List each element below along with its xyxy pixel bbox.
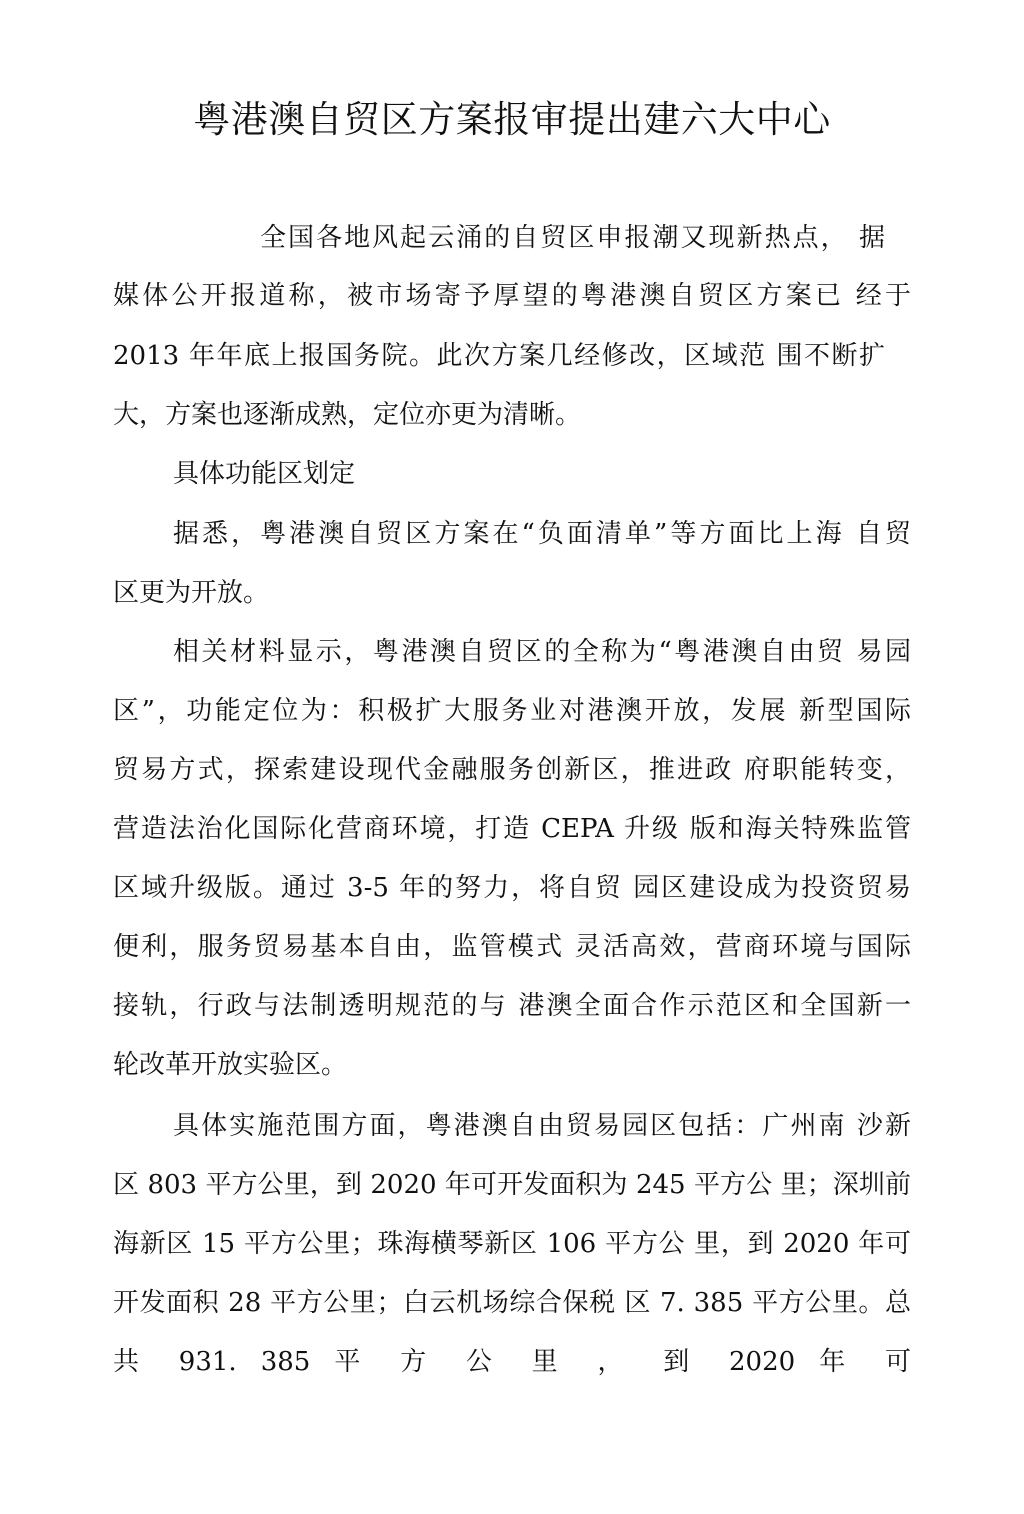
paragraph-line: 共 931. 385 平 方 公 里 ， 到 2020 年 可 [113,1347,911,1377]
section-heading: 具体功能区划定 [173,459,356,489]
paragraph-line: 营造法治化国际化营商环境，打造 CEPA 升级 版和海关特殊监管 [113,814,911,844]
paragraph-line: 便利，服务贸易基本自由，监管模式 灵活高效，营商环境与国际 [113,932,911,962]
paragraph-line: 媒体公开报道称，被市场寄予厚望的粤港澳自贸区方案已 经于 [113,281,911,311]
paragraph-line: 相关材料显示，粤港澳自贸区的全称为“粤港澳自由贸 易园 [173,637,911,667]
paragraph-line: 全国各地风起云涌的自贸区申报潮又现新热点， 据 [260,223,885,253]
paragraph-line: 具体实施范围方面，粤港澳自由贸易园区包括：广州南 沙新 [173,1111,911,1141]
paragraph-line: 接轨，行政与法制透明规范的与 港澳全面合作示范区和全国新一 [113,991,911,1021]
paragraph-line: 海新区 15 平方公里；珠海横琴新区 106 平方公 里，到 2020 年可 [113,1229,911,1259]
paragraph-line: 据悉，粤港澳自贸区方案在“负面清单”等方面比上海 自贸 [173,519,911,549]
paragraph-line: 区”，功能定位为：积极扩大服务业对港澳开放，发展 新型国际 [113,696,911,726]
paragraph-line: 轮改革开放实验区。 [113,1050,348,1080]
paragraph-line: 大，方案也逐渐成熟，定位亦更为清晰。 [113,400,582,430]
document-title: 粤港澳自贸区方案报审提出建六大中心 [193,98,831,141]
paragraph-line: 贸易方式，探索建设现代金融服务创新区，推进政 府职能转变， [113,755,911,785]
paragraph-line: 区更为开放。 [113,578,270,608]
paragraph-line: 开发面积 28 平方公里；白云机场综合保税 区 7. 385 平方公里。总 [113,1288,911,1318]
paragraph-line: 2013 年年底上报国务院。此次方案几经修改，区域范 围不断扩 [113,341,885,371]
paragraph-line: 区域升级版。通过 3-5 年的努力，将自贸 园区建设成为投资贸易 [113,873,911,903]
paragraph-line: 区 803 平方公里，到 2020 年可开发面积为 245 平方公 里；深圳前 [113,1170,911,1200]
